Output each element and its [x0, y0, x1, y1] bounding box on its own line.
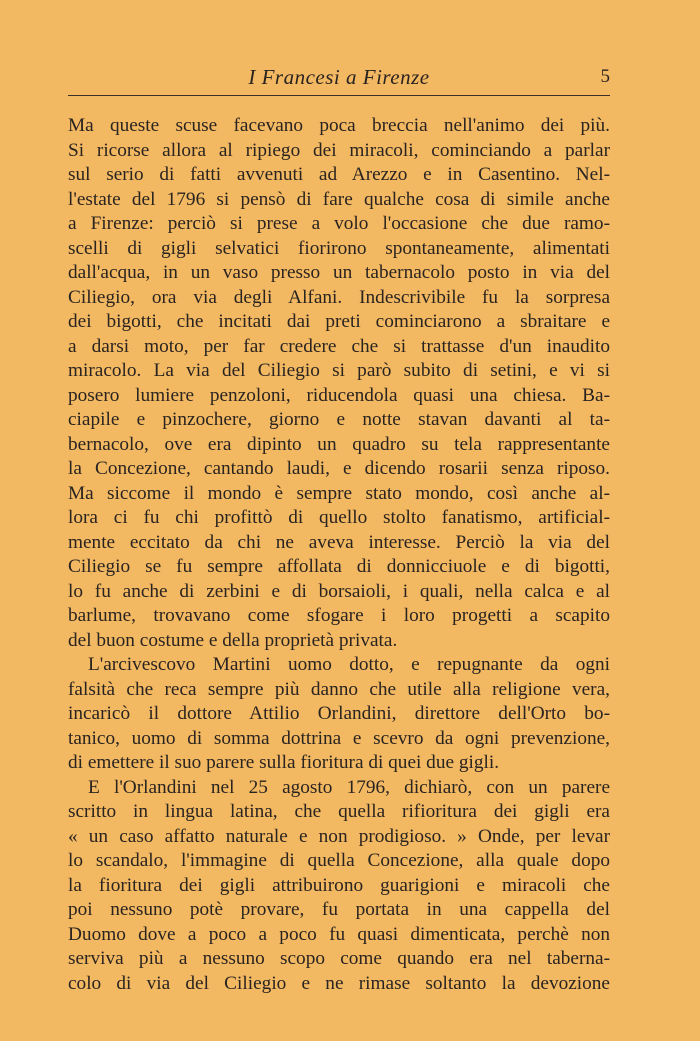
body-text — [68, 114, 610, 996]
text-line: L'arcivescovo Martini uomo dotto, e repugnante da ogni — [88, 654, 610, 675]
text-line: la fioritura dei gigli attribuirono guarigioni e miracoli che — [68, 874, 610, 896]
text-line: la Concezione, cantando laudi, e dicendo rosarii senza riposo. — [68, 458, 610, 479]
text-line: scelli di gigli selvatici fiorirono spontaneamente, alimentati — [68, 237, 610, 259]
running-head — [68, 64, 610, 90]
text-line: lo scandalo, l'immagine di quella Concezione, alla quale dopo — [68, 850, 610, 871]
text-line: di emettere il suo parere sulla fioritura di quei due gigli. — [68, 752, 500, 773]
text-line: scritto in lingua latina, che quella rifioritura dei gigli era — [68, 801, 610, 822]
text-line: incaricò il dottore Attilio Orlandini, direttore dell'Orto bo- — [68, 703, 610, 724]
text-line: Duomo dove a poco a poco fu quasi dimenticata, perchè non — [68, 923, 610, 945]
text-line: bernacolo, ove era dipinto un quadro su tela rappresentante — [68, 433, 610, 455]
text-line: poi nessuno potè provare, fu portata in una cappella del — [68, 899, 610, 920]
text-line: Ma siccome il mondo è sempre stato mondo, così anche al- — [68, 482, 610, 504]
text-line: ciapile e pinzochere, giorno e notte stavan davanti al ta- — [68, 409, 610, 430]
text-line: miracolo. La via del Ciliegio si parò subito di setini, e vi si — [68, 360, 610, 381]
page-number: 5 — [600, 66, 610, 87]
text-line: dall'acqua, in un vaso presso un tabernacolo posto in via del — [68, 262, 610, 283]
text-line: « un caso affatto naturale e non prodigioso. » Onde, per levar — [68, 825, 610, 847]
text-line: serviva più a nessuno scopo come quando era nel taberna- — [68, 948, 610, 969]
text-line: Ma queste scuse facevano poca breccia nell'animo dei più. — [68, 115, 610, 136]
text-line: mente eccitato da chi ne aveva interesse. Perciò la via del — [68, 531, 610, 553]
text-line: tanico, uomo di somma dottrina e scevro da ogni prevenzione, — [68, 727, 610, 749]
text-line: posero lumiere penzoloni, riducendola quasi una chiesa. Ba- — [68, 384, 610, 406]
text-line: Ciliegio se fu sempre affollata di donnicciuole e di bigotti, — [68, 556, 610, 577]
text-line: dei bigotti, che incitati dai preti cominciarono a sbraitare e — [68, 311, 610, 332]
text-line: colo di via del Ciliegio e ne rimase soltanto la devozione — [68, 972, 610, 994]
text-line: l'estate del 1796 si pensò di fare qualche cosa di simile anche — [68, 188, 610, 210]
text-line: a darsi moto, per far credere che si trattasse d'un inaudito — [68, 335, 610, 357]
text-line: barlume, trovavano come sfogare i loro progetti a scapito — [68, 605, 610, 626]
text-line: del buon costume e della proprietà privata. — [68, 629, 398, 651]
header-rule — [68, 95, 610, 96]
text-line: lora ci fu chi profittò di quello stolto fanatismo, artificial- — [68, 507, 610, 528]
text-line: E l'Orlandini nel 25 agosto 1796, dichiarò, con un parere — [88, 776, 610, 798]
text-line: falsità che reca sempre più danno che utile alla religione vera, — [68, 678, 610, 700]
running-title: I Francesi a Firenze — [248, 65, 430, 89]
text-line: sul serio di fatti avvenuti ad Arezzo e in Casentino. Nel- — [68, 164, 610, 185]
text-line: lo fu anche di zerbini e di borsaioli, i quali, nella calca e al — [68, 580, 610, 602]
text-line: Si ricorse allora al ripiego dei miracoli, cominciando a parlar — [68, 139, 610, 161]
text-line: a Firenze: perciò si prese a volo l'occasione che due ramo- — [68, 213, 610, 234]
text-line: Ciliegio, ora via degli Alfani. Indescrivibile fu la sorpresa — [68, 286, 610, 308]
